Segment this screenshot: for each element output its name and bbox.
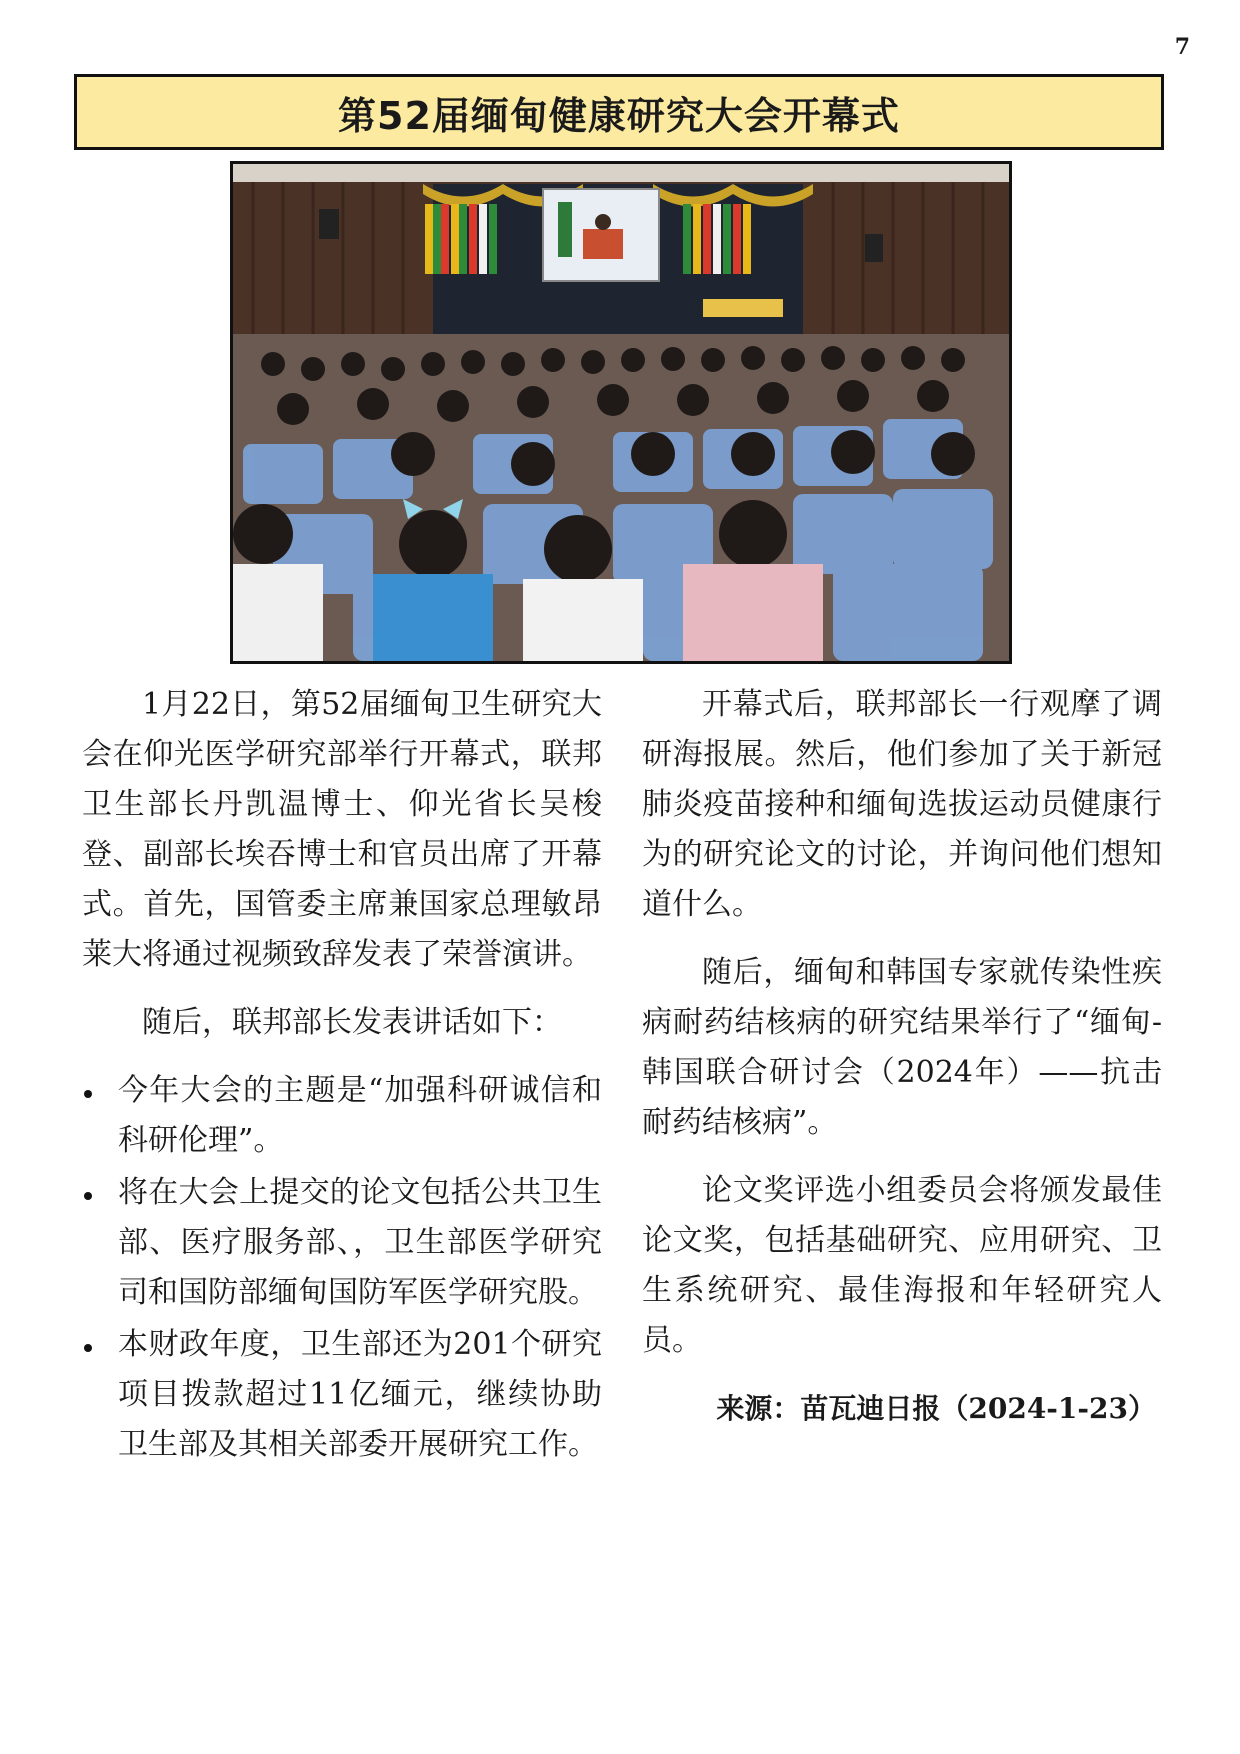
article-paragraph: 随后，联邦部长发表讲话如下：: [142, 1005, 562, 1040]
article-paragraph: 随后，缅甸和韩国专家就传染性疾病耐药结核病的研究结果举行了“缅甸-韩国联合研讨会（2024年）——抗击耐药结核病”。: [642, 955, 1162, 1140]
article-paragraph: 论文奖评选小组委员会将颁发最佳论文奖，包括基础研究、应用研究、卫生系统研究、最佳海报和年轻研究人员。: [642, 1173, 1162, 1358]
conference-photo: [230, 161, 1012, 664]
left-column: [82, 680, 602, 1472]
article-paragraph: 开幕式后，联邦部长一行观摩了调研海报展。然后，他们参加了关于新冠肺炎疫苗接种和缅甸选拔运动员健康行为的研究论文的讨论，并询问他们想知道什么。: [642, 687, 1162, 922]
list-item: 将在大会上提交的论文包括公共卫生部、医疗服务部、，卫生部医学研究司和国防部缅甸国防军医学研究股。: [82, 1168, 602, 1318]
speech-points-list: [82, 1066, 602, 1470]
source-citation: 来源：苗瓦迪日报（2024-1-23）: [716, 1392, 1156, 1425]
list-item: 本财政年度，卫生部还为201个研究项目拨款超过11亿缅元，继续协助卫生部及其相关部委开展研究工作。: [82, 1320, 602, 1470]
page-title: 第52届缅甸健康研究大会开幕式: [338, 93, 900, 138]
page-number: 7: [1174, 34, 1190, 60]
title-banner: [74, 74, 1164, 150]
article-paragraph: 1月22日，第52届缅甸卫生研究大会在仰光医学研究部举行开幕式，联邦卫生部长丹凯温博士、仰光省长吴梭登、副部长埃吞博士和官员出席了开幕式。首先，国管委主席兼国家总理敏昂莱大将通过视频致辞发表了荣誉演讲。: [82, 687, 602, 972]
right-column: [642, 680, 1162, 1434]
list-item: 今年大会的主题是“加强科研诚信和科研伦理”。: [82, 1066, 602, 1166]
